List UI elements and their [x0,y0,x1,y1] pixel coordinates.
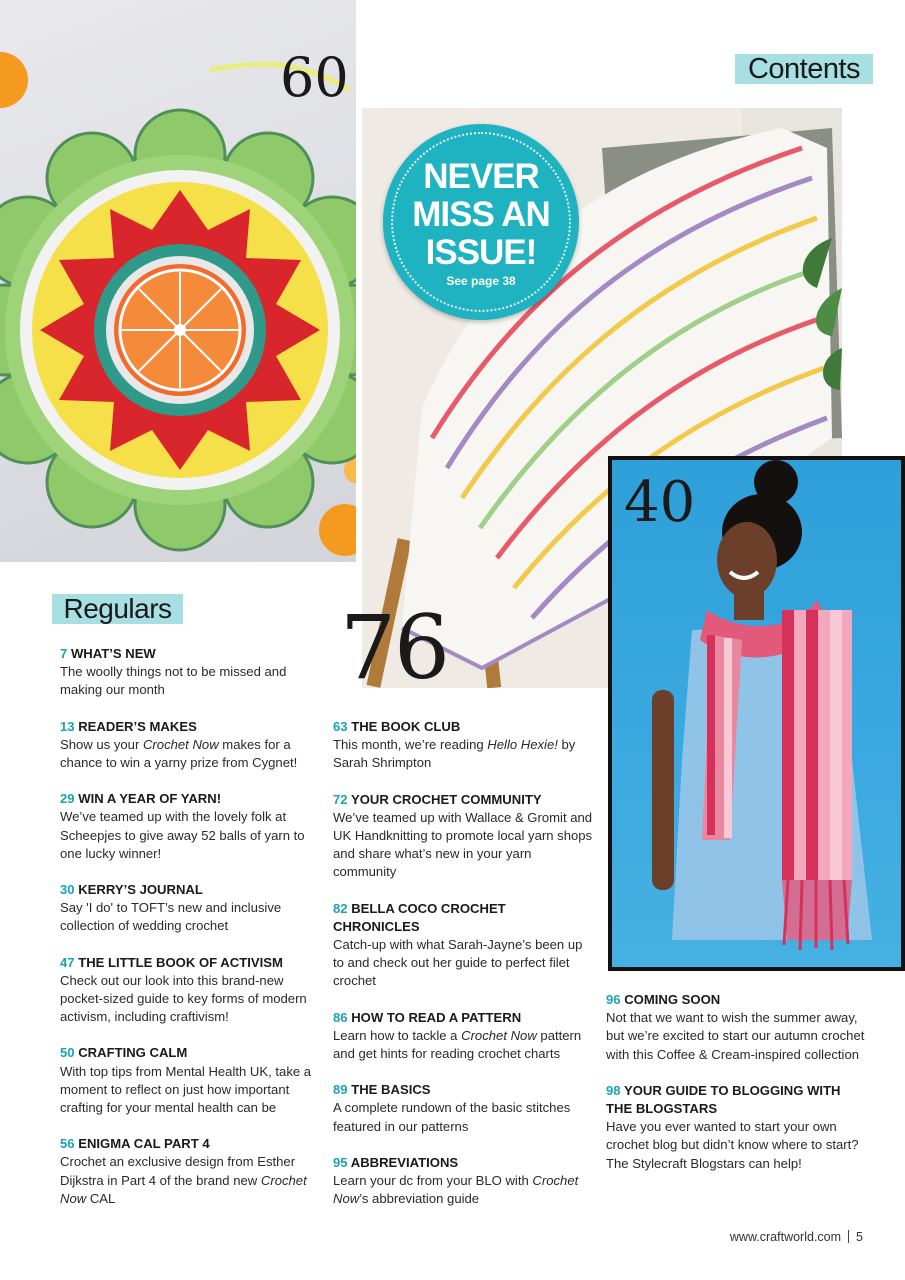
entry-page: 98 [606,1082,621,1098]
entry-description: Have you ever wanted to start your own crochet blog but didn’t know where to start? The Stylecraft Blogstars can help! [606,1119,859,1171]
contents-entry[interactable] [60,645,330,700]
page-footer [730,1230,863,1244]
entry-title: COMING SOON [624,992,721,1007]
contents-entry[interactable] [60,954,330,1027]
entry-title: BELLA COCO CROCHET CHRONICLES [333,900,506,934]
contents-entry[interactable] [333,718,595,773]
contents-entry[interactable] [333,1009,595,1064]
entry-title: THE LITTLE BOOK OF ACTIVISM [78,954,283,970]
entry-description: With top tips from Mental Health UK, take a moment to reflect on just how important crafting for your mental health can be [60,1063,312,1116]
entry-title: YOUR CROCHET COMMUNITY [350,791,542,807]
desc-text: This month, we’re reading [333,737,488,753]
desc-italic: Crochet Now [60,1172,307,1206]
entry-page: 56 [60,1136,75,1152]
footer-page-number: 5 [856,1230,863,1244]
entry-title: THE BOOK CLUB [351,719,461,734]
entry-description: The woolly things not to be missed and making our month [60,664,287,698]
contents-entry[interactable] [60,1135,330,1208]
entry-page: 7 [60,646,68,661]
desc-text: Show us your [60,736,143,752]
promo-line-2: MISS AN [412,195,550,234]
contents-heading: Contents [735,54,873,84]
contents-entry[interactable] [60,881,330,936]
entry-page: 30 [60,882,75,898]
desc-italic: Hello Hexie! [487,737,558,753]
entry-description: Check out our look into this brand-new pocket-sized guide to key forms of modern activism, including craftivism! [60,972,307,1025]
footer-url[interactable]: www.craftworld.com [729,1230,842,1244]
entry-page: 72 [333,791,348,807]
entry-description [333,1172,595,1208]
subscription-promo-badge[interactable] [383,124,579,320]
entry-description: We’ve teamed up with the lovely folk at Scheepjes to give away 52 balls of yarn to one lucky winner! [60,809,305,861]
entry-title: CRAFTING CALM [78,1045,188,1061]
entry-page: 29 [60,791,75,807]
promo-line-1: NEVER [423,157,539,196]
contents-entry[interactable] [60,718,330,773]
contents-column-3 [606,991,868,1191]
page-number-60: 60 [280,46,349,109]
contents-entry[interactable] [333,1154,595,1209]
entry-title: YOUR GUIDE TO BLOGGING WITH THE BLOGSTARS [606,1082,841,1117]
contents-entry[interactable] [606,1082,868,1173]
entry-description: A complete rundown of the basic stitches featured in our patterns [333,1100,571,1134]
desc-italic: Crochet Now [333,1173,579,1207]
contents-column-1 [60,645,330,1226]
promo-line-3: ISSUE! [425,233,537,272]
page-number-40: 40 [624,470,696,535]
page-number-76: 76 [340,596,448,699]
entry-description [60,1153,330,1208]
contents-entry[interactable] [333,900,595,991]
entry-title: WHAT’S NEW [70,646,156,661]
entry-description [333,1027,595,1063]
entry-description: We’ve teamed up with Wallace & Gromit and UK Handknitting to promote local yarn shops and share what’s new in your yarn community [333,809,593,880]
desc-text: by Sarah Shrimpton [333,737,576,771]
desc-text: ’s abbreviation guide [359,1191,480,1207]
contents-column-2 [333,718,595,1226]
entry-title: ENIGMA CAL PART 4 [78,1136,210,1152]
desc-text: makes for a chance to win a yarny prize from Cygnet! [60,736,298,771]
desc-text: Learn your dc from your BLO with [333,1173,533,1189]
footer-divider [848,1230,849,1243]
desc-text: pattern and get hints for reading crochet charts [333,1027,582,1062]
entry-title: ABBREVIATIONS [350,1154,459,1170]
entry-title: THE BASICS [351,1082,431,1098]
entry-page: 47 [60,954,75,970]
entry-page: 13 [60,718,75,734]
entry-title: HOW TO READ A PATTERN [351,1009,522,1025]
entry-title: WIN A YEAR OF YARN! [78,791,222,807]
desc-italic: Crochet Now [461,1027,537,1043]
entry-page: 95 [333,1154,348,1170]
entry-description [333,736,595,772]
entry-description: Say 'I do' to TOFT’s new and inclusive collection of wedding crochet [60,900,282,934]
regulars-heading: Regulars [52,594,183,624]
desc-text: CAL [86,1190,116,1206]
contents-entry[interactable] [606,991,868,1064]
entry-page: 63 [333,719,348,734]
entry-page: 89 [333,1082,348,1098]
entry-description [60,736,330,772]
entry-description: Catch-up with what Sarah-Jayne’s been up to and check out her guide to perfect filet crochet [333,937,583,989]
entry-page: 50 [60,1045,75,1061]
promo-subtext: See page 38 [446,274,516,288]
entry-title: KERRY’S JOURNAL [78,882,203,898]
entry-page: 82 [333,900,348,916]
entry-description: Not that we want to wish the summer away, but we’re excited to start our autumn crochet with this Coffee & Cream-inspired collection [606,1010,865,1062]
entry-page: 96 [606,992,621,1007]
contents-entry[interactable] [60,790,330,863]
desc-italic: Crochet Now [142,736,219,752]
contents-entry[interactable] [60,1044,330,1117]
model-illustration [612,460,901,967]
entry-title: READER’S MAKES [78,718,197,734]
contents-entry[interactable] [333,1081,595,1136]
entry-page: 86 [333,1009,348,1025]
desc-text: Learn how to tackle a [333,1027,462,1043]
desc-text: Crochet an exclusive design from Esther Dijkstra in Part 4 of the brand new [60,1154,296,1188]
contents-entry[interactable] [333,791,595,882]
